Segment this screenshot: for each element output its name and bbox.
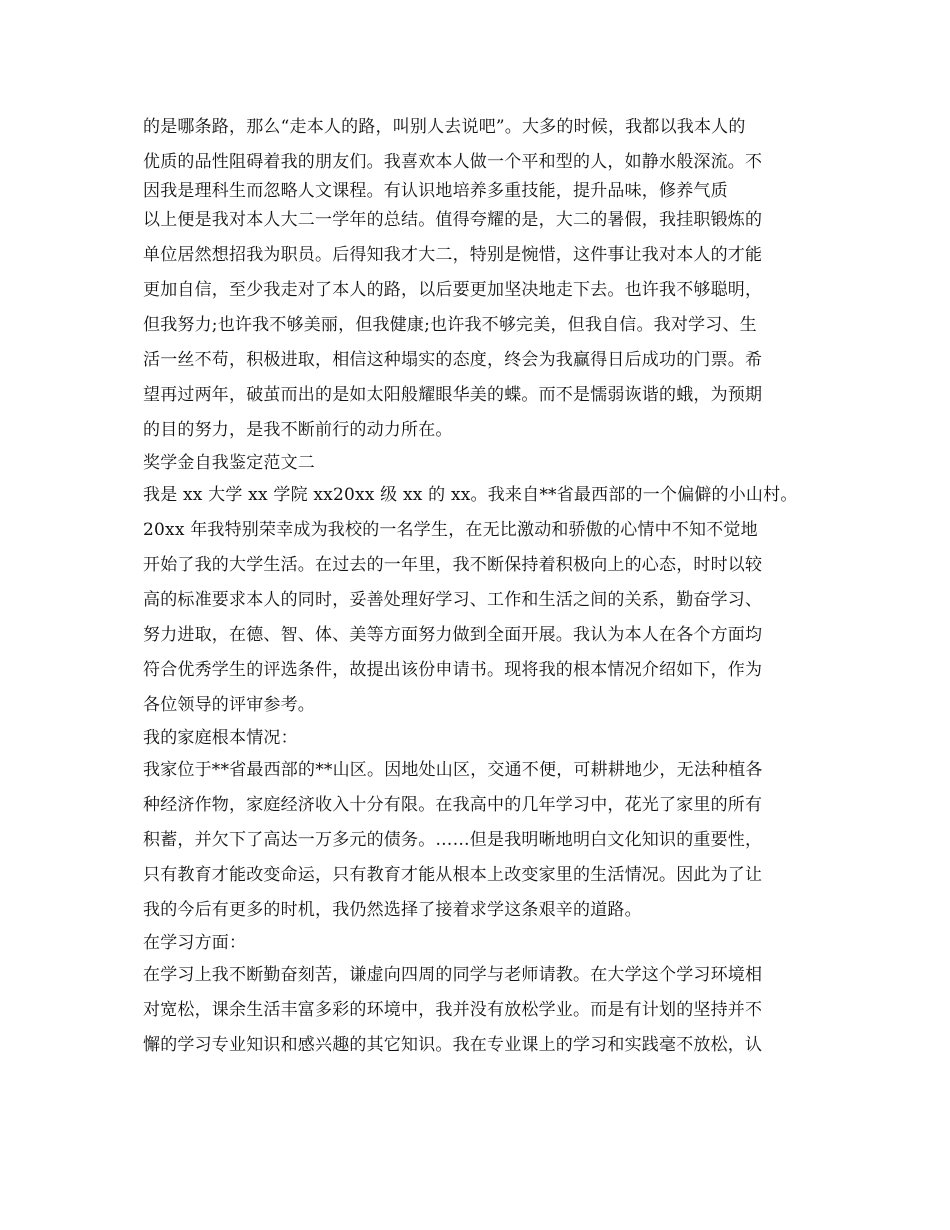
text-line: 在学习上我不断勤奋刻苦，谦虚向四周的同学与老师请教。在大学这个学习环境相 — [143, 965, 763, 985]
text-line: 各位领导的评审参考。 — [143, 695, 315, 715]
text-line: 高的标准要求本人的同时，妥善处理好学习、工作和生活之间的关系，勤奋学习、 — [143, 590, 763, 610]
text-line: 懈的学习专业知识和感兴趣的其它知识。我在专业课上的学习和实践毫不放松，认 — [143, 1035, 763, 1055]
text-line: 20xx 年我特别荣幸成为我校的一名学生，在无比激动和骄傲的心情中不知不觉地 — [143, 520, 758, 540]
text-line: 种经济作物，家庭经济收入十分有限。在我高中的几年学习中，花光了家里的所有 — [143, 795, 763, 815]
text-line: 只有教育才能改变命运，只有教育才能从根本上改变家里的生活情况。因此为了让 — [143, 865, 763, 885]
text-line: 对宽松，课余生活丰富多彩的环境中，我并没有放松学业。而是有计划的坚持并不 — [143, 1000, 763, 1020]
text-line: 因我是理科生而忽略人文课程。有认识地培养多重技能，提升品味，修养气质 — [143, 181, 728, 201]
text-line: 单位居然想招我为职员。后得知我才大二，特别是惋惜，这件事让我对本人的才能 — [143, 245, 763, 265]
document-body — [143, 110, 823, 1063]
text-line: 我家位于**省最西部的**山区。因地处山区，交通不便，可耕耕地少，无法种植各 — [143, 760, 763, 780]
text-line: 但我努力;也许我不够美丽，但我健康;也许我不够完美，但我自信。我对学习、生 — [143, 315, 757, 335]
text-line: 以上便是我对本人大二一学年的总结。值得夸耀的是，大二的暑假，我挂职锻炼的 — [143, 210, 763, 230]
text-line: 努力进取，在德、智、体、美等方面努力做到全面开展。我认为本人在各个方面均 — [143, 625, 763, 645]
section-heading: 奖学金自我鉴定范文二 — [143, 453, 315, 473]
section-heading: 在学习方面： — [143, 933, 247, 953]
text-line: 符合优秀学生的评选条件，故提出该份申请书。现将我的根本情况介绍如下，作为 — [143, 660, 763, 680]
text-line: 积蓄，并欠下了高达一万多元的债务。……但是我明晰地明白文化知识的重要性， — [143, 830, 763, 850]
text-line: 的目的努力，是我不断前行的动力所在。 — [143, 420, 453, 440]
text-line: 更加自信，至少我走对了本人的路，以后要更加坚决地走下去。也许我不够聪明， — [143, 280, 763, 300]
text-line: 开始了我的大学生活。在过去的一年里，我不断保持着积极向上的心态，时时以较 — [143, 555, 763, 575]
text-line: 望再过两年，破茧而出的是如太阳般耀眼华美的蝶。而不是懦弱诙谐的蛾，为预期 — [143, 385, 763, 405]
text-line: 的是哪条路，那么“走本人的路，叫别人去说吧”。大多的时候，我都以我本人的 — [143, 117, 746, 137]
section-heading: 我的家庭根本情况： — [143, 728, 298, 748]
text-line: 我是 xx 大学 xx 学院 xx20xx 级 xx 的 xx。我来自**省最西部的一个偏僻的小山村。 — [143, 485, 798, 505]
text-line: 我的今后有更多的时机，我仍然选择了接着求学这条艰辛的道路。 — [143, 900, 642, 920]
text-line: 活一丝不苟，积极进取，相信这种塌实的态度，终会为我赢得日后成功的门票。希 — [143, 350, 763, 370]
text-line: 优质的品性阻碍着我的朋友们。我喜欢本人做一个平和型的人，如静水般深流。不 — [143, 152, 763, 172]
